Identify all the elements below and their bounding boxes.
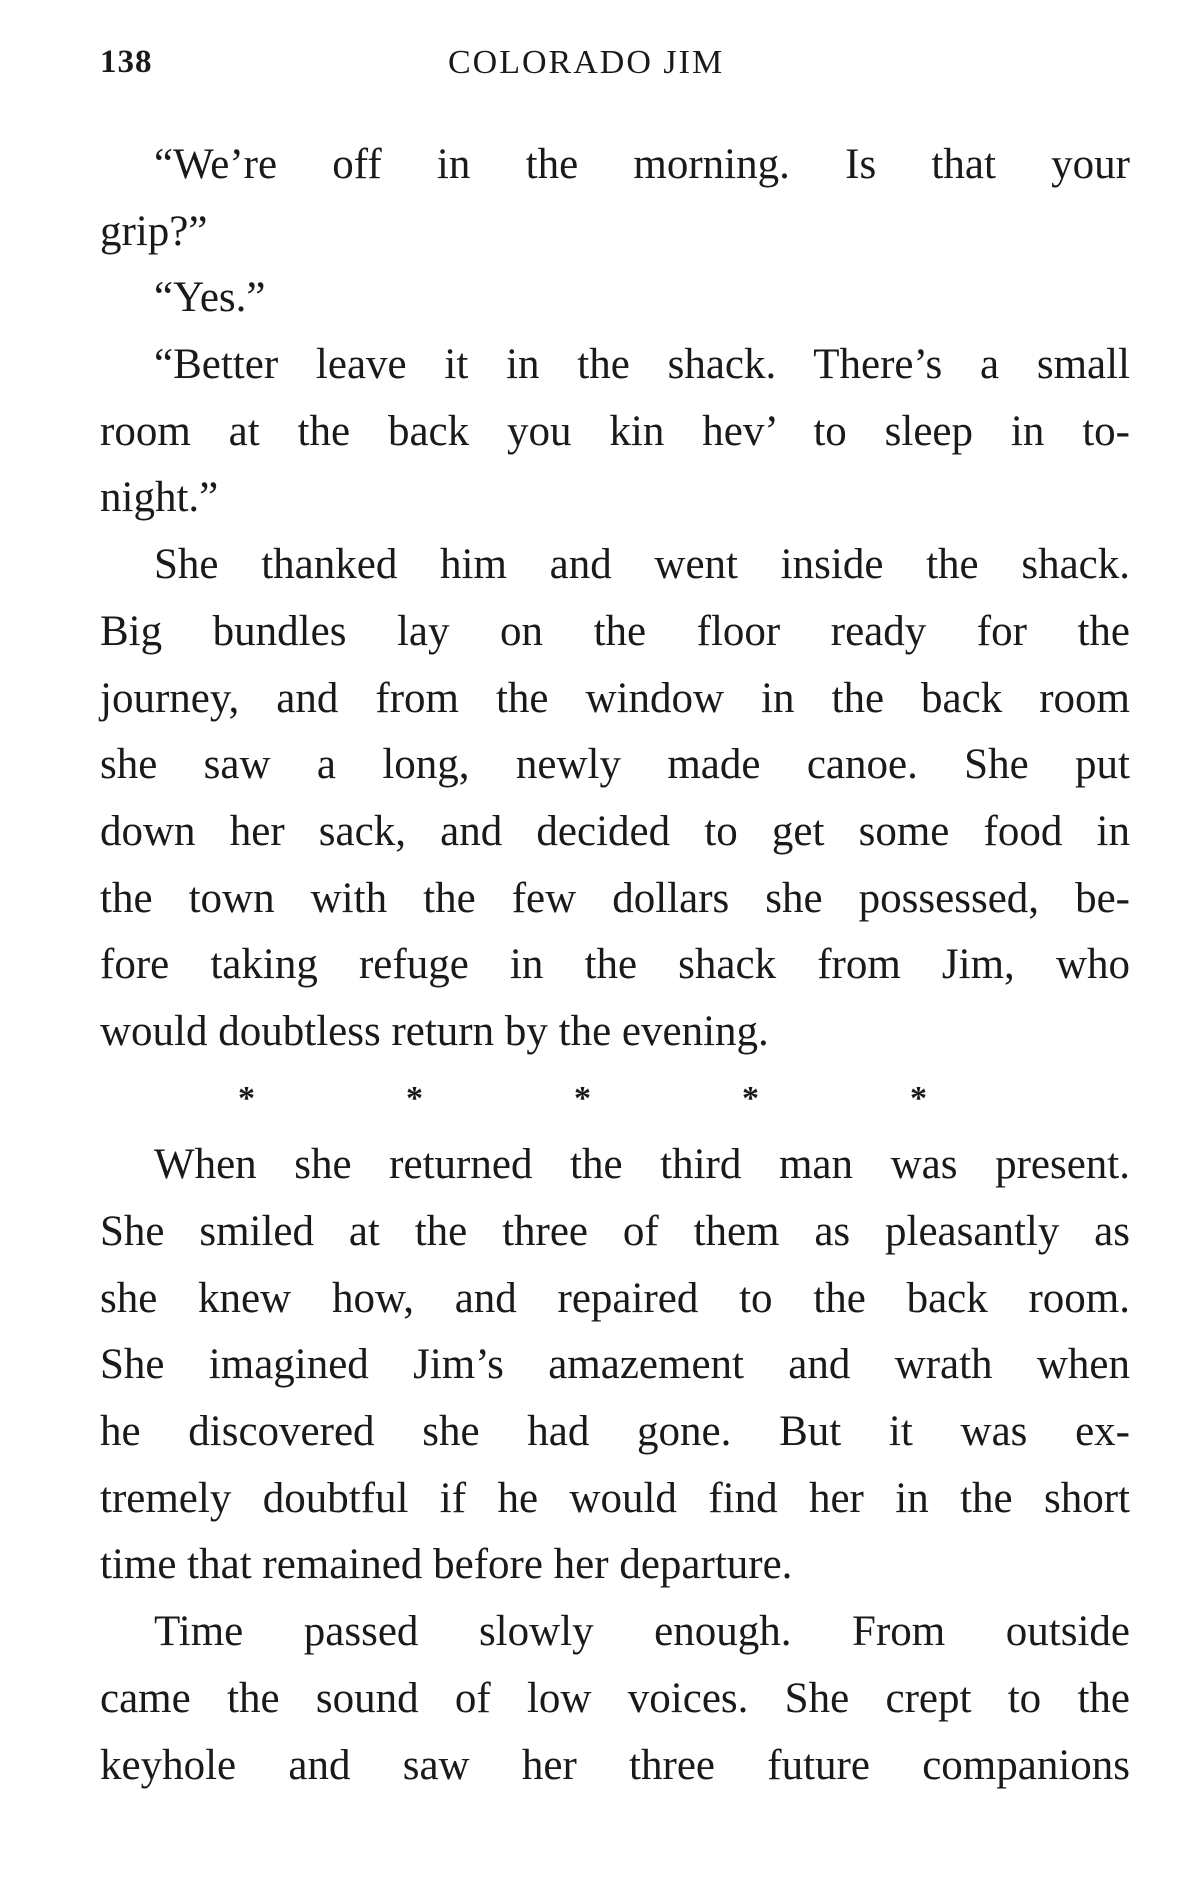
text-line: “Yes.” [154,274,266,322]
text-line: grip?” [100,207,208,255]
text-line: “Better leave it in the shack. There’s a small [154,341,1130,389]
section-break-asterisk: * [742,1079,759,1117]
text-line: time that remained before her departure. [100,1541,793,1589]
text-line: she knew how, and repaired to the back room. [100,1274,1130,1322]
section-break-asterisk: * [574,1079,591,1117]
section-break-asterisk: * [910,1079,927,1117]
page-number: 138 [100,44,153,80]
text-line: “We’re off in the morning. Is that your [154,141,1130,188]
text-line: Time passed slowly enough. From outside [154,1608,1130,1656]
text-line: She thanked him and went inside the shack. [154,541,1130,589]
text-line: keyhole and saw her three future companions [100,1741,1130,1789]
text-line: tremely doubtful if he would find her in the short [100,1474,1130,1522]
text-line: She imagined Jim’s amazement and wrath when [100,1341,1130,1389]
text-line: came the sound of low voices. She crept to the [100,1674,1130,1722]
text-line: he discovered she had gone. But it was ex- [100,1408,1130,1456]
section-break-asterisk: * [238,1079,255,1117]
text-line: room at the back you kin hev’ to sleep in to- [100,407,1130,455]
text-line: she saw a long, newly made canoe. She put [100,741,1130,789]
text-line: She smiled at the three of them as pleasantly as [100,1208,1130,1255]
text-line: the town with the few dollars she possessed, be- [100,874,1130,922]
section-break-asterisk: * [406,1079,423,1117]
running-title: COLORADO JIM [448,44,725,81]
text-line: Big bundles lay on the floor ready for the [100,607,1130,655]
section-break [100,1066,1130,1133]
body-text [100,132,1130,1799]
text-line: night.” [100,474,219,522]
text-line: fore taking refuge in the shack from Jim, who [100,941,1130,989]
text-line: journey, and from the window in the back room [100,674,1130,722]
running-head [100,44,1130,94]
text-line: would doubtless return by the evening. [100,1007,769,1055]
text-line: When she returned the third man was present. [154,1141,1130,1189]
text-line: down her sack, and decided to get some food in [100,807,1130,855]
